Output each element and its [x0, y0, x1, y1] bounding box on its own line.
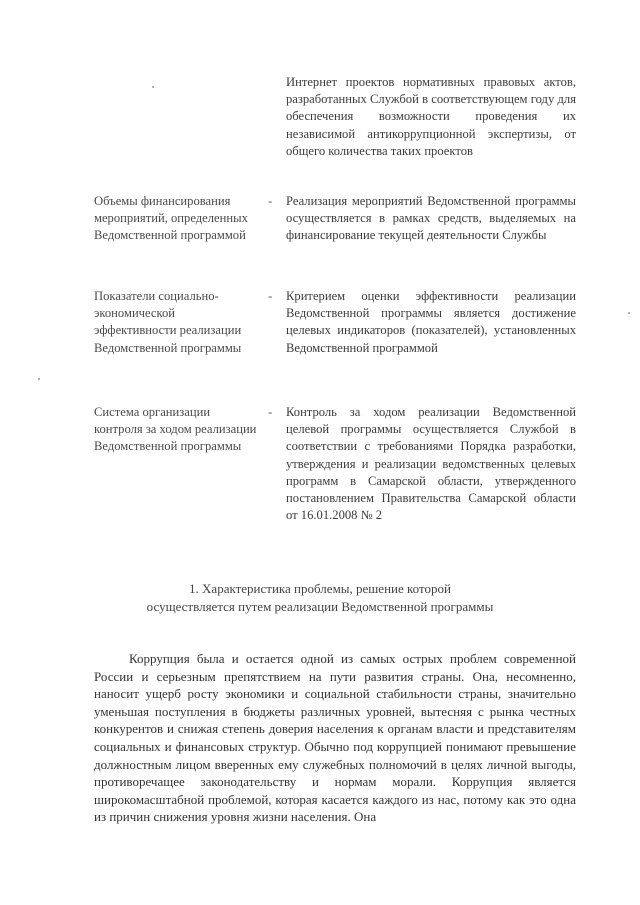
row-value: Контроль за ходом реализации Ведомственной целевой программы осуществляется Службой в соответствии с требованиями Порядка разработки, утверждения и реализации ведомственных целевых программ в Самарской области, утвержденного постановлением Правительства Самарской области от 16.01.2008 № 2 [286, 405, 576, 523]
row-dash: - [268, 194, 273, 208]
section-heading [80, 580, 560, 615]
scan-speck [628, 312, 630, 314]
row-label: Система организации контроля за ходом реализации Ведомственной программы [94, 405, 257, 454]
section-heading-line2: осуществляется путем реализации Ведомственной программы [146, 598, 494, 614]
intro-value-text: Интернет проектов нормативных правовых актов, разработанных Службой в соответствующем году для обеспечения возможности проведения их независимой антикоррупционной экспертизы, от общего количества таких проектов [286, 75, 576, 158]
scan-speck [152, 86, 154, 88]
section-heading-line1: 1. Характеристика проблемы, решение которой [189, 581, 451, 596]
row-dash: - [268, 289, 273, 303]
row-value: Реализация мероприятий Ведомственной программы осуществляется в рамках средств, выделяемых на финансирование текущей деятельности Службы [286, 194, 576, 243]
scan-speck [38, 378, 40, 380]
body-paragraph: Коррупция была и остается одной из самых острых проблем современной России и серьезным препятствием на пути развития страны. Она, несомненно, наносит ущерб росту экономики и социальной стабильности страны, значительно уменьшая поступления в бюджеты различных уровней, вытесняя с рынка честных конкурентов и снижая степень доверия населения к органам власти и представителям социальных и финансовых структур. Обычно под коррупцией понимают превышение должностным лицом вверенных ему служебных полномочий в целях личной выгоды, противоречащее законодательству и нормам морали. Коррупция является широкомасштабной проблемой, которая касается каждого из нас, потому как это одна из причин снижения уровня жизни населения. Она [94, 651, 576, 825]
row-dash: - [268, 405, 273, 419]
row-label: Показатели социально-экономической эффективности реализации Ведомственной программы [94, 289, 242, 355]
row-label: Объемы финансирования мероприятий, определенных Ведомственной программой [94, 194, 248, 243]
row-value: Критерием оценки эффективности реализации Ведомственной программы является достижение целевых индикаторов (показателей), установленных Ведомственной программой [286, 289, 576, 355]
